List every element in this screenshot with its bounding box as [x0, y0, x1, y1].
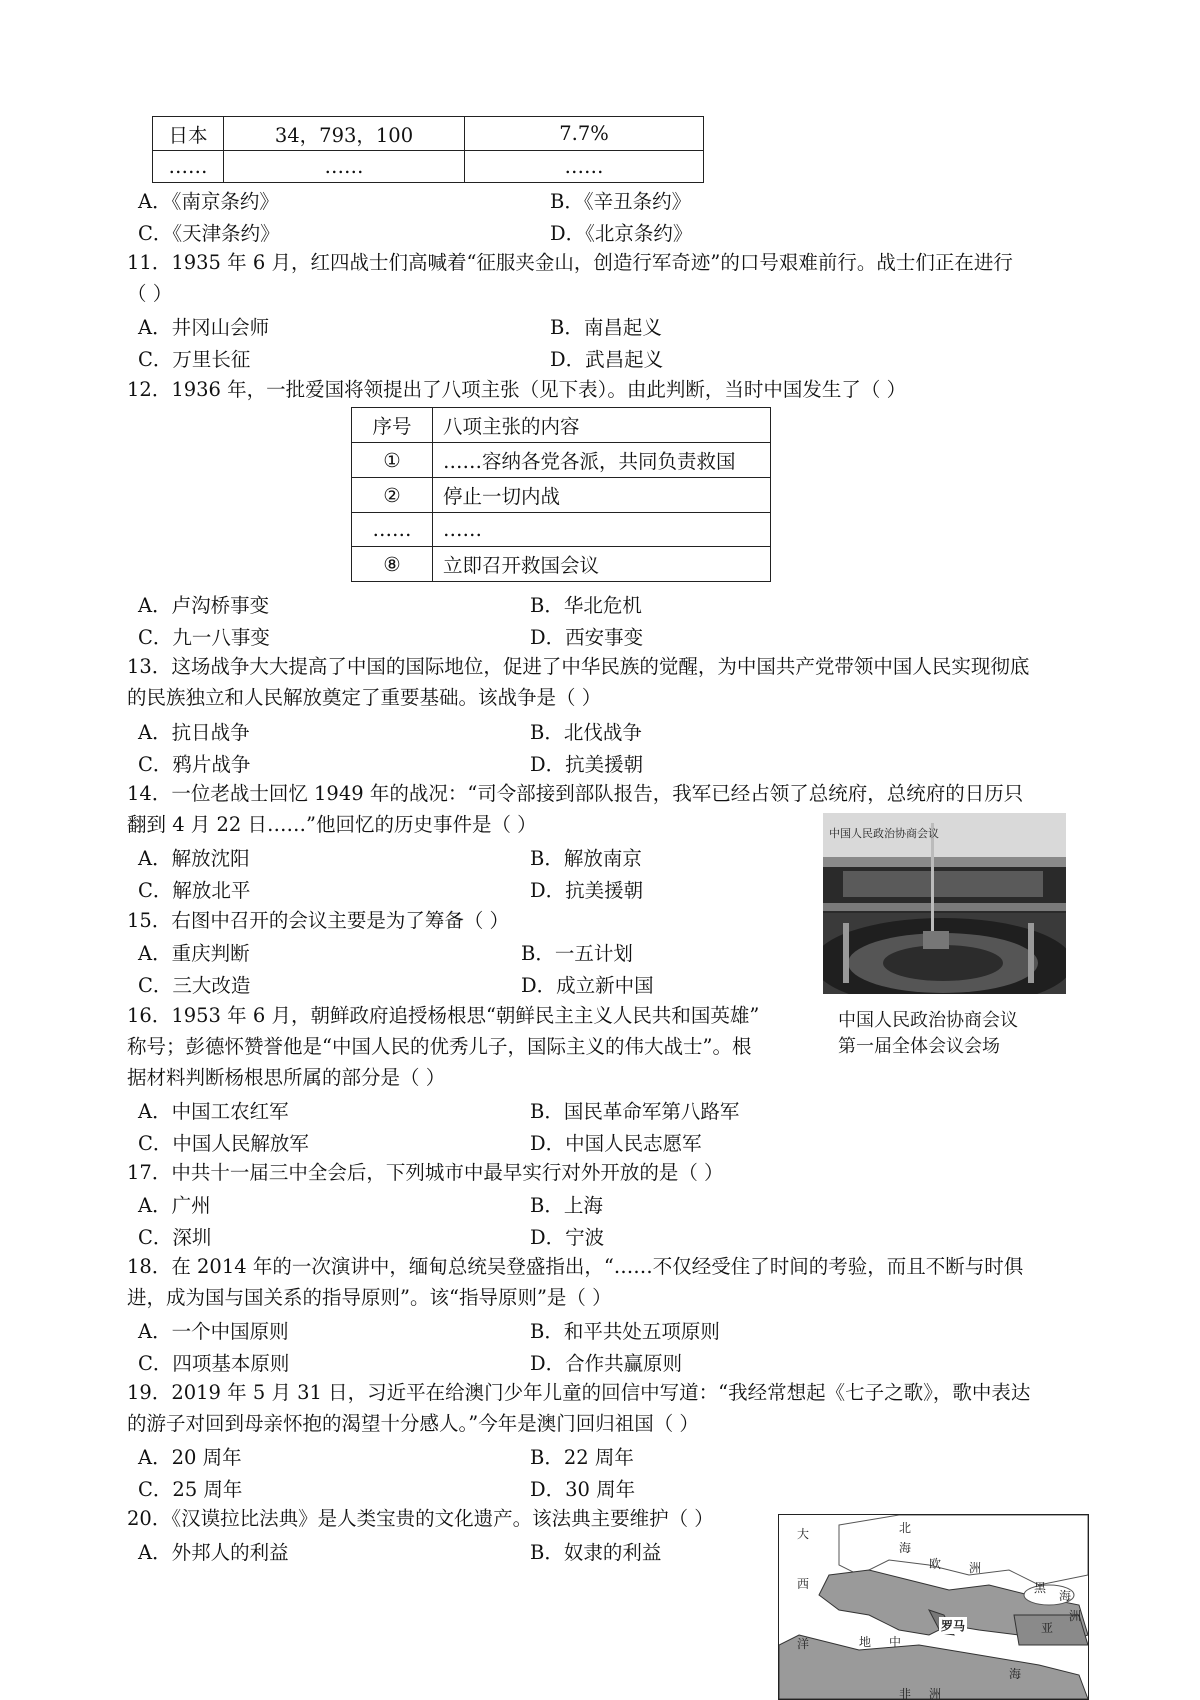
option-b: B．解放南京 — [530, 847, 642, 870]
photo-caption-line: 中国人民政治协商会议 — [838, 1010, 1018, 1031]
option-c: C．四项基本原则 — [138, 1352, 290, 1375]
map-label: 洲 — [969, 1561, 982, 1575]
question-19-line: 19．2019 年 5 月 31 日，习近平在给澳门少年儿童的回信中写道：“我经常想起《七子之歌》，歌中表达 — [127, 1381, 1031, 1404]
option-d: D．合作共赢原则 — [530, 1352, 683, 1375]
map-label: 黑 — [1034, 1581, 1047, 1595]
option-c: C．三大改造 — [138, 974, 251, 997]
table-cell: ① — [352, 443, 433, 478]
option-d: D．西安事变 — [530, 626, 644, 649]
option-d: D．30 周年 — [530, 1478, 636, 1501]
question-11-line: （ ） — [127, 282, 173, 305]
option-d: D．宁波 — [530, 1226, 605, 1249]
option-c: C．万里长征 — [138, 348, 251, 371]
option-d: D．中国人民志愿军 — [530, 1132, 702, 1155]
option-d: D．武昌起义 — [550, 348, 664, 371]
table-cell: …… — [352, 513, 433, 547]
map-label: 西 — [797, 1577, 810, 1591]
question-20-line: 20．《汉谟拉比法典》是人类宝贵的文化遗产。该法典主要维护（ ） — [127, 1507, 714, 1530]
option-a: A．20 周年 — [138, 1446, 242, 1469]
question-11-line: 11．1935 年 6 月，红四战士们高喊着“征服夹金山，创造行军奇迹”的口号艰难前行。战士们正在进行 — [127, 251, 1013, 274]
option-d: D．抗美援朝 — [530, 879, 644, 902]
question-14-line: 翻到 4 月 22 日……”他回忆的历史事件是（ ） — [127, 813, 537, 836]
map-label-rome: 罗马 — [941, 1619, 966, 1633]
option-b: B．22 周年 — [530, 1446, 634, 1469]
table-cell: ⑧ — [352, 547, 433, 582]
option-a: A．抗日战争 — [138, 721, 250, 744]
table-header-cell: 序号 — [352, 408, 433, 443]
table-cell: ……容纳各党各派，共同负责救国 — [433, 443, 771, 478]
option-c: C．《天津条约》 — [138, 222, 280, 245]
option-a: A．重庆判断 — [138, 942, 250, 965]
map-label: 亚 — [1041, 1621, 1054, 1635]
table-cell: 34，793，100 — [224, 117, 465, 151]
option-d: D．抗美援朝 — [530, 753, 644, 776]
option-a: A．外邦人的利益 — [138, 1541, 289, 1564]
question-16-line: 据材料判断杨根思所属的部分是（ ） — [127, 1066, 446, 1089]
map-label: 海 — [1009, 1667, 1022, 1681]
option-a: A．一个中国原则 — [138, 1320, 289, 1343]
option-c: C．鸦片战争 — [138, 753, 251, 776]
question-17-line: 17．中共十一届三中全会后，下列城市中最早实行对外开放的是（ ） — [127, 1161, 724, 1184]
option-c: C．中国人民解放军 — [138, 1132, 309, 1155]
map-label: 非 — [899, 1687, 912, 1700]
question-12-line: 12．1936 年，一批爱国将领提出了八项主张（见下表）。由此判断，当时中国发生了（ ） — [127, 378, 907, 401]
option-c: C．九一八事变 — [138, 626, 270, 649]
table-cell: …… — [224, 151, 465, 183]
option-b: B．《辛丑条约》 — [550, 190, 692, 213]
table-cell: ② — [352, 478, 433, 513]
option-b: B．上海 — [530, 1194, 603, 1217]
map-label: 洲 — [1069, 1609, 1082, 1623]
table-header-cell: 八项主张的内容 — [433, 408, 771, 443]
option-b: B．一五计划 — [521, 942, 633, 965]
option-b: B．和平共处五项原则 — [530, 1320, 720, 1343]
map-label: 海 — [899, 1541, 912, 1555]
question-16-line: 称号；彭德怀赞誉他是“中国人民的优秀儿子，国际主义的伟大战士”。根 — [127, 1035, 752, 1058]
question-19-line: 的游子对回到母亲怀抱的渴望十分感人。”今年是澳门回归祖国（ ） — [127, 1412, 699, 1435]
option-c: C．解放北平 — [138, 879, 251, 902]
photo-caption-line: 第一届全体会议会场 — [838, 1036, 1000, 1057]
option-d: D．成立新中国 — [521, 974, 654, 997]
option-d: D．《北京条约》 — [550, 222, 693, 245]
photo-banner: 中国人民政治协商会议 — [829, 827, 939, 840]
table-cell: 日本 — [153, 117, 224, 151]
question-18-line: 18．在 2014 年的一次演讲中，缅甸总统吴登盛指出，“……不仅经受住了时间的考验，而且不断与时俱 — [127, 1255, 1024, 1278]
map-label: 北 — [899, 1521, 912, 1535]
map-label: 海 — [1059, 1589, 1072, 1603]
map-label: 欧 — [929, 1557, 942, 1571]
map-label: 洲 — [929, 1687, 942, 1700]
option-c: C．25 周年 — [138, 1478, 243, 1501]
option-a: A．《南京条约》 — [138, 190, 279, 213]
option-c: C．深圳 — [138, 1226, 212, 1249]
roman-empire-map — [778, 1514, 1089, 1700]
option-a: A．卢沟桥事变 — [138, 594, 270, 617]
map-label: 地 — [859, 1635, 872, 1649]
question-13-line: 13．这场战争大大提高了中国的国际地位，促进了中华民族的觉醒，为中国共产党带领中国人民实现彻底 — [127, 655, 1030, 678]
table-cell: …… — [465, 151, 704, 183]
option-b: B．南昌起义 — [550, 316, 662, 339]
map-label: 大 — [797, 1527, 810, 1541]
question-13-line: 的民族独立和人民解放奠定了重要基础。该战争是（ ） — [127, 686, 602, 709]
question-16-line: 16．1953 年 6 月，朝鲜政府追授杨根思“朝鲜民主主义人民共和国英雄” — [127, 1004, 760, 1027]
map-label: 中 — [889, 1635, 902, 1649]
conference-photo — [823, 813, 1066, 994]
table-cell: 停止一切内战 — [433, 478, 771, 513]
option-b: B．北伐战争 — [530, 721, 642, 744]
option-b: B．奴隶的利益 — [530, 1541, 662, 1564]
option-a: A．解放沈阳 — [138, 847, 250, 870]
question-14-line: 14．一位老战士回忆 1949 年的战况：“司令部接到部队报告，我军已经占领了总统府，总统府的日历只 — [127, 782, 1024, 805]
option-b: B．国民革命军第八路军 — [530, 1100, 740, 1123]
table-cell: …… — [433, 513, 771, 547]
map-label: 洋 — [797, 1637, 810, 1651]
table-cell: …… — [153, 151, 224, 183]
option-a: A．井冈山会师 — [138, 316, 270, 339]
gdp-table — [152, 116, 704, 183]
table-cell: 立即召开救国会议 — [433, 547, 771, 582]
eight-proposals-table — [351, 407, 771, 582]
option-b: B．华北危机 — [530, 594, 642, 617]
option-a: A．广州 — [138, 1194, 211, 1217]
question-18-line: 进，成为国与国关系的指导原则”。该“指导原则”是（ ） — [127, 1286, 612, 1309]
table-cell: 7.7% — [465, 117, 704, 151]
question-15-line: 15．右图中召开的会议主要是为了筹备（ ） — [127, 909, 510, 932]
option-a: A．中国工农红军 — [138, 1100, 289, 1123]
